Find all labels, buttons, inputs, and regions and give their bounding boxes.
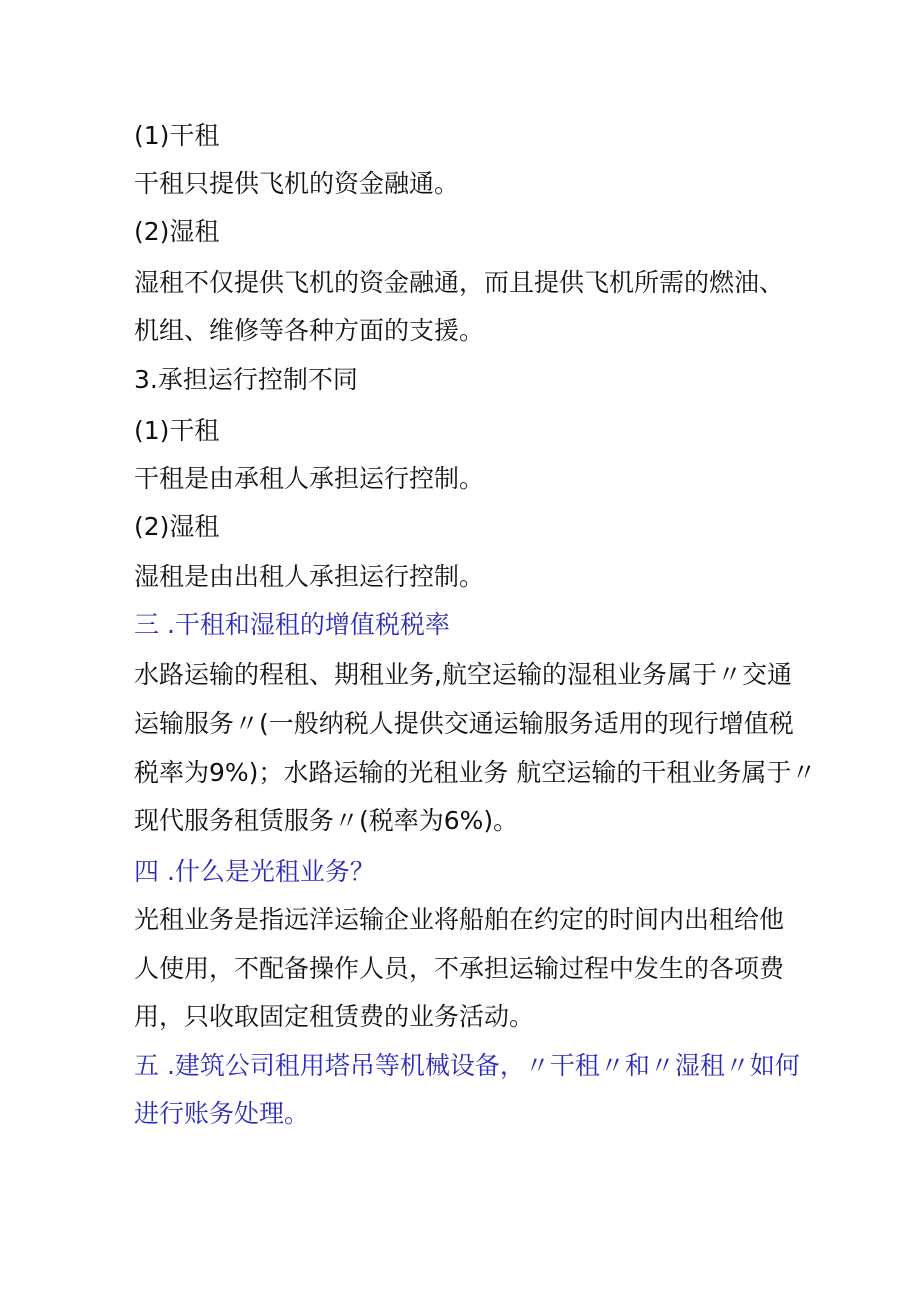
paragraph-bareboat-line3: 用，只收取固定租赁费的业务活动。 xyxy=(134,1002,535,1031)
paragraph-wet-lease-control: 湿租是由出租人承担运行控制。 xyxy=(134,562,485,591)
paragraph-bareboat-line1: 光租业务是指远洋运输企业将船舶在约定的时间内出租给他 xyxy=(134,905,785,934)
paragraph-wet-lease-support-line2: 机组、维修等各种方面的支援。 xyxy=(134,316,485,345)
subheading-wet-lease-2: (2)湿租 xyxy=(134,512,220,541)
paragraph-vat-line3: 税率为9%)；水路运输的光租业务 航空运输的干租业务属于〃 xyxy=(134,758,817,787)
paragraph-bareboat-line2: 人使用，不配备操作人员，不承担运输过程中发生的各项费 xyxy=(134,954,785,983)
paragraph-dry-lease-control: 干租是由承租人承担运行控制。 xyxy=(134,464,485,493)
subheading-dry-lease-2: (1)干租 xyxy=(134,416,220,445)
section-heading-bareboat: 四 .什么是光租业务？ xyxy=(134,857,375,886)
paragraph-dry-lease-funding: 干租只提供飞机的资金融通。 xyxy=(134,169,460,198)
section-heading-vat-rate: 三 .干租和湿租的增值税税率 xyxy=(134,610,450,639)
paragraph-vat-line2: 运输服务〃(一般纳税人提供交通运输服务适用的现行增值税 xyxy=(134,709,794,738)
section-heading-accounting-line1: 五 .建筑公司租用塔吊等机械设备，〃干租〃和〃湿租〃如何 xyxy=(134,1051,800,1080)
paragraph-vat-line1: 水路运输的程租、期租业务,航空运输的湿租业务属于〃交通 xyxy=(134,660,792,689)
section-heading-accounting-line2: 进行账务处理。 xyxy=(134,1099,310,1128)
paragraph-wet-lease-support-line1: 湿租不仅提供飞机的资金融通，而且提供飞机所需的燃油、 xyxy=(134,268,785,297)
paragraph-vat-line4: 现代服务租赁服务〃(税率为6%)。 xyxy=(134,806,519,835)
subheading-wet-lease-1: (2)湿租 xyxy=(134,217,220,246)
subheading-operational-control: 3.承担运行控制不同 xyxy=(134,365,358,394)
subheading-dry-lease-1: (1)干租 xyxy=(134,121,220,150)
